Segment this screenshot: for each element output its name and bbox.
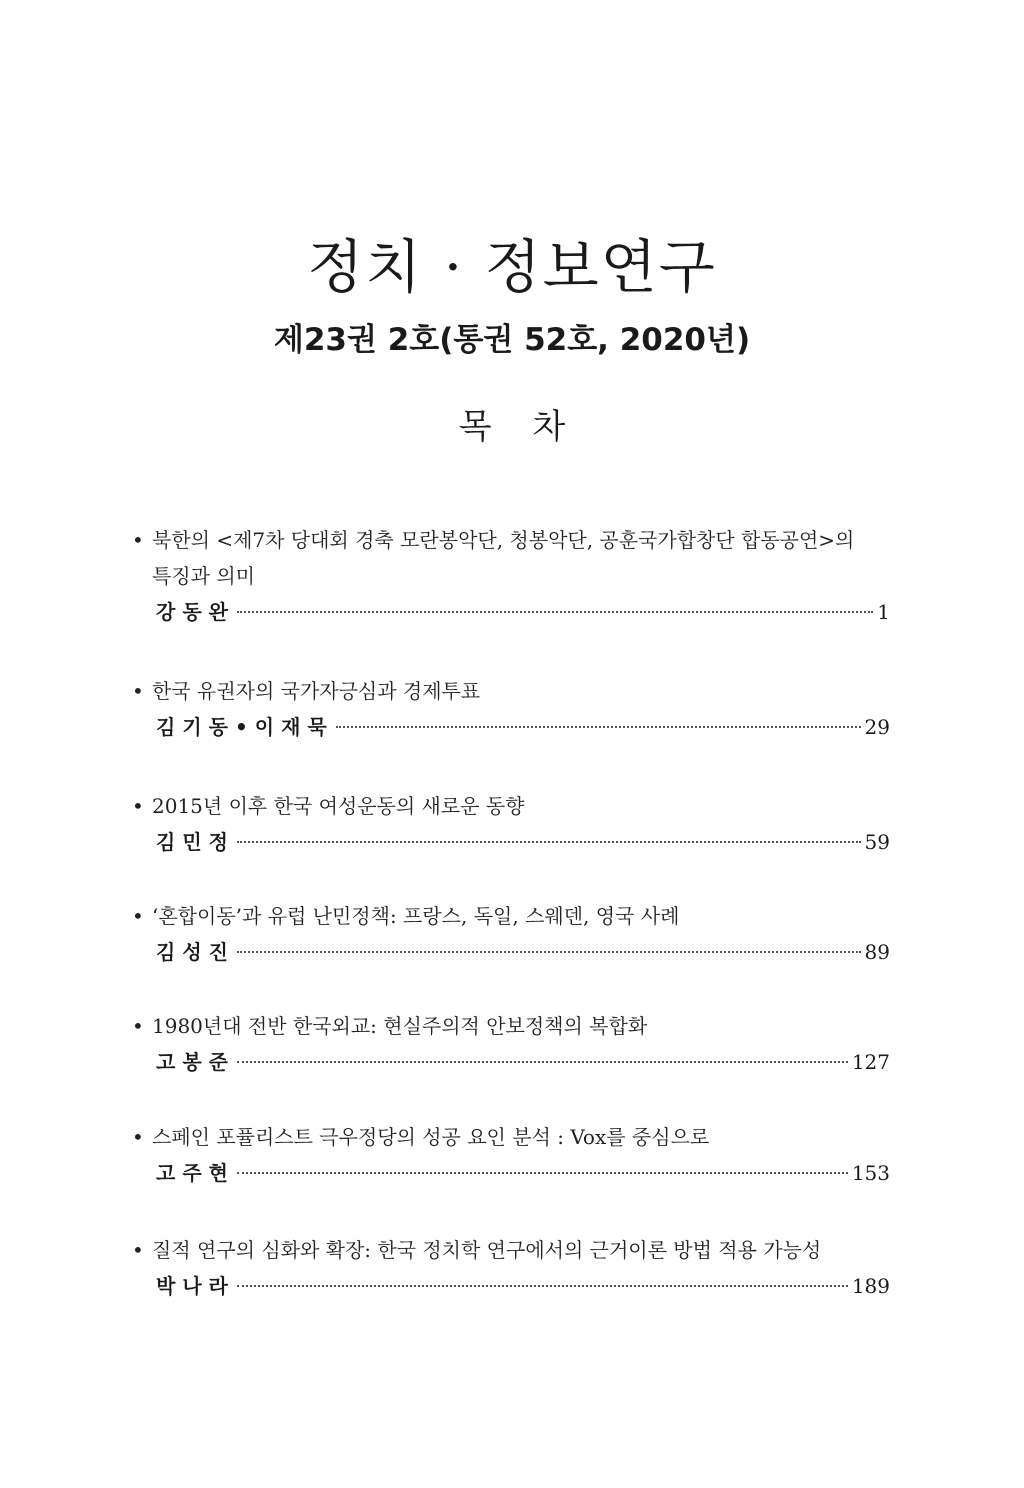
bullet-icon: • (132, 679, 144, 703)
entry-author-line (130, 594, 890, 630)
bullet-icon: • (132, 794, 144, 818)
entry-title-line-1: 1980년대 전반 한국외교: 현실주의적 안보정책의 복합화 (152, 1014, 648, 1038)
entry-author: 고봉준 (156, 1050, 235, 1074)
entry-author-line (130, 824, 890, 860)
toc-heading: 목 차 (458, 407, 566, 447)
entry-title-line-1: 2015년 이후 한국 여성운동의 새로운 동향 (152, 794, 525, 818)
entry-page-number: 153 (851, 1161, 890, 1185)
dot-leader (237, 1061, 848, 1063)
entry-author: 박나라 (156, 1274, 235, 1298)
issue-info: 제23권 2호(통권 52호, 2020년) (273, 322, 751, 358)
dot-leader (336, 726, 861, 728)
entry-author-line (130, 709, 890, 745)
bullet-icon: • (132, 1238, 144, 1262)
entry-title-line-1: 질적 연구의 심화와 확장: 한국 정치학 연구에서의 근거이론 방법 적용 가능성 (152, 1238, 822, 1262)
bullet-icon: • (132, 1125, 144, 1149)
entry-title (130, 1232, 890, 1268)
bullet-icon: • (132, 528, 144, 552)
entry-author: 고주현 (156, 1161, 235, 1185)
entry-title (130, 1008, 890, 1044)
entry-author-line (130, 1155, 890, 1191)
entry-page-number: 89 (864, 940, 890, 964)
journal-title: 정치 · 정보연구 (307, 232, 717, 301)
toc-entry-2[interactable] (130, 673, 890, 745)
entry-author: 김성진 (156, 940, 235, 964)
entry-author: 강동완 (156, 600, 235, 624)
dot-leader (237, 611, 873, 613)
entry-title-line-2: 특징과 의미 (152, 564, 255, 588)
entry-title-line-1: ‘혼합이동’과 유럽 난민정책: 프랑스, 독일, 스웨덴, 영국 사례 (152, 904, 680, 928)
entry-page-number: 1 (877, 600, 890, 624)
entry-title (130, 1119, 890, 1155)
entry-author-line (130, 1268, 890, 1304)
entry-title-line-1: 스페인 포퓰리스트 극우정당의 성공 요인 분석 : Vox를 중심으로 (152, 1125, 710, 1149)
bullet-icon: • (132, 904, 144, 928)
entry-title (130, 673, 890, 709)
toc-entry-3[interactable] (130, 788, 890, 860)
bullet-icon: • (132, 1014, 144, 1038)
entry-author: 김민정 (156, 830, 235, 854)
entry-page-number: 189 (851, 1274, 890, 1298)
entry-author: 김기동•이재묵 (156, 715, 334, 739)
entry-author-line (130, 934, 890, 970)
entry-title (130, 522, 890, 558)
toc-entry-7[interactable] (130, 1232, 890, 1304)
entry-author-line (130, 1044, 890, 1080)
entry-page-number: 127 (851, 1050, 890, 1074)
toc-entry-5[interactable] (130, 1008, 890, 1080)
entry-title (130, 788, 890, 824)
entry-page-number: 59 (864, 830, 890, 854)
dot-leader (237, 1172, 848, 1174)
toc-entry-1[interactable] (130, 522, 890, 630)
toc-entry-4[interactable] (130, 898, 890, 970)
toc-entry-6[interactable] (130, 1119, 890, 1191)
entry-page-number: 29 (864, 715, 890, 739)
entry-title-line-1: 북한의 <제7차 당대회 경축 모란봉악단, 청봉악단, 공훈국가합창단 합동공연>의 (152, 528, 855, 552)
entry-title-continued (130, 558, 890, 594)
entry-title-line-1: 한국 유권자의 국가자긍심과 경제투표 (152, 679, 481, 703)
dot-leader (237, 841, 861, 843)
entry-title (130, 898, 890, 934)
dot-leader (237, 1285, 848, 1287)
dot-leader (237, 951, 861, 953)
